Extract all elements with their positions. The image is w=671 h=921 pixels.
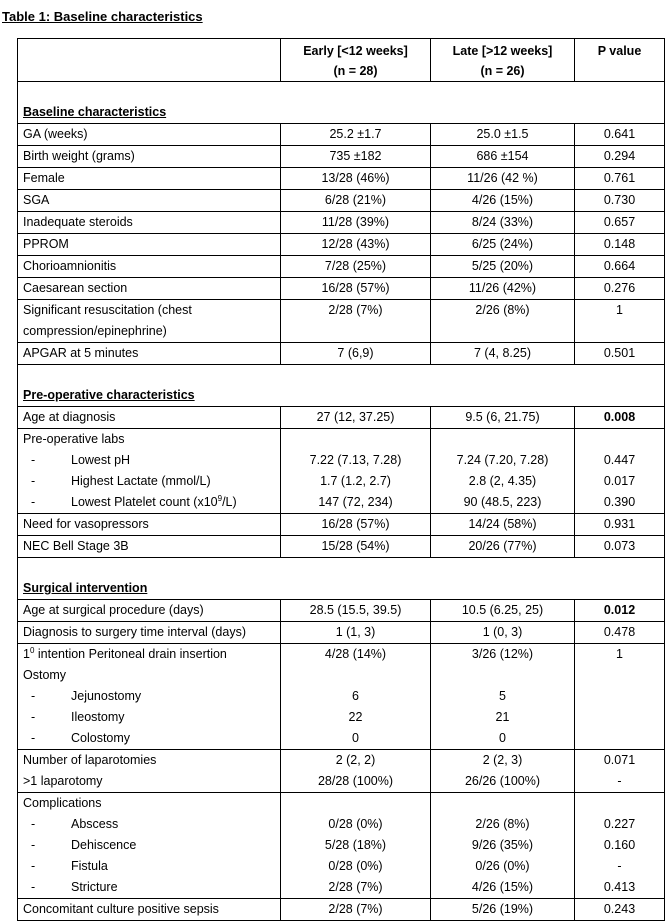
table-row: Caesarean section 16/28 (57%) 11/26 (42%) 0.276 <box>18 278 665 300</box>
header-late: Late [>12 weeks] (n = 26) <box>431 39 575 82</box>
table-title: Table 1: Baseline characteristics <box>2 9 203 24</box>
table-row: Age at surgical procedure (days) 28.5 (15.5, 39.5) 10.5 (6.25, 25) 0.012 <box>18 600 665 622</box>
header-empty <box>18 39 281 82</box>
section-row <box>18 578 665 600</box>
table-row: PPROM 12/28 (43%) 6/25 (24%) 0.148 <box>18 234 665 256</box>
section-row <box>18 365 665 386</box>
table-row: Pre-operative labs - Lowest pH - Highest Lactate (mmol/L) - Lowest Platelet count $(x10^9/L)$ 7.22 (7.13, 7.28) 1.7 (1.2, 2.7) 147 (72, 234) 7.24 (7.20, 7.28) 2.8 (2, 4.35) 90 (48.5, 223) 0.447 0.017 0.390 <box>18 429 665 514</box>
table-row: GA (weeks) 25.2 ±1.7 25.0 ±1.5 0.641 <box>18 124 665 146</box>
section-surgical: Surgical intervention <box>23 581 148 595</box>
header-early: Early [<12 weeks] (n = 28) <box>281 39 431 82</box>
header-pvalue: P value <box>575 39 665 82</box>
table-row: Birth weight (grams) 735 ±182 686 ±154 0.294 <box>18 146 665 168</box>
table-row: Number of laparotomies >1 laparotomy 2 (2, 2) 28/28 (100%) 2 (2, 3) 26/26 (100%) 0.071 - <box>18 750 665 793</box>
table-row: Inadequate steroids 11/28 (39%) 8/24 (33%) 0.657 <box>18 212 665 234</box>
header-row <box>18 39 665 82</box>
baseline-table <box>17 38 665 921</box>
table-row: Diagnosis to surgery time interval (days) 1 (1, 3) 1 (0, 3) 0.478 <box>18 622 665 644</box>
table-row: $1^0$ intention Peritoneal drain insertion Ostomy - Jejunostomy - Ileostomy - Colostomy 4/28 (14%) 6 22 0 3/26 (12%) 5 21 0 1 <box>18 644 665 750</box>
table-row: APGAR at 5 minutes 7 (6,9) 7 (4, 8.25) 0.501 <box>18 343 665 365</box>
table-row: NEC Bell Stage 3B 15/28 (54%) 20/26 (77%) 0.073 <box>18 536 665 558</box>
table-row: Chorioamnionitis 7/28 (25%) 5/25 (20%) 0.664 <box>18 256 665 278</box>
table-row: Significant resuscitation (chest compression/epinephrine) 2/28 (7%) 2/26 (8%) 1 <box>18 300 665 343</box>
section-row <box>18 558 665 579</box>
section-row <box>18 385 665 407</box>
section-preop: Pre-operative characteristics <box>23 388 195 402</box>
table-row: Concomitant culture positive sepsis 2/28 (7%) 5/26 (19%) 0.243 <box>18 899 665 921</box>
section-row <box>18 102 665 124</box>
table-row: Need for vasopressors 16/28 (57%) 14/24 (58%) 0.931 <box>18 514 665 536</box>
table-row: Complications - Abscess - Dehiscence - Fistula - Stricture 0/28 (0%) 5/28 (18%) 0/28 (0%) 2/28 (7%) 2/26 (8%) 9/26 (35%) 0/26 (0%) 4/26 (15%) 0.227 0.160 - 0.413 <box>18 793 665 899</box>
table-row: SGA 6/28 (21%) 4/26 (15%) 0.730 <box>18 190 665 212</box>
table-row: Age at diagnosis 27 (12, 37.25) 9.5 (6, 21.75) 0.008 <box>18 407 665 429</box>
table-row: Female 13/28 (46%) 11/26 (42 %) 0.761 <box>18 168 665 190</box>
section-baseline: Baseline characteristics <box>23 105 167 119</box>
section-row <box>18 82 665 103</box>
